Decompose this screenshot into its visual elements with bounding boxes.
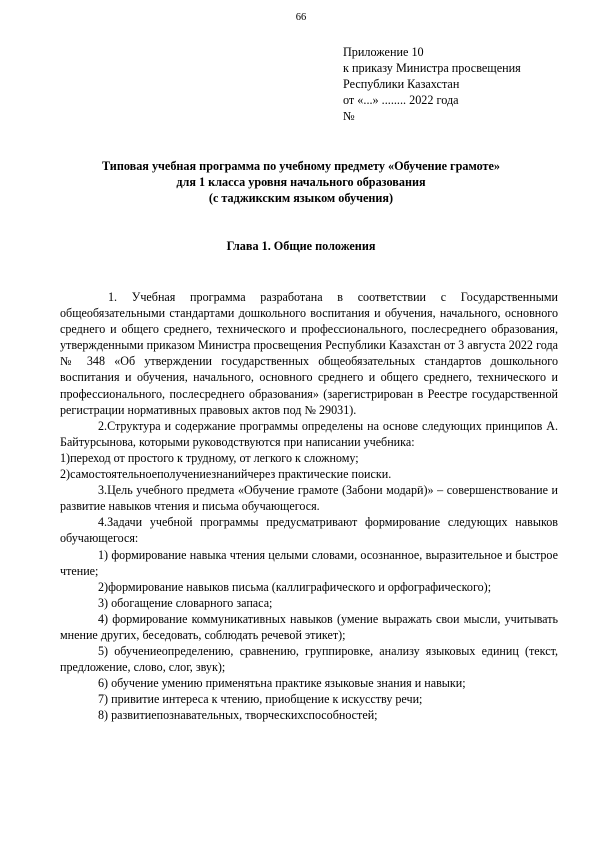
list-item: 5) обучениеопределению, сравнению, группировке, анализу языковых единиц (текст, предложение, слово, слог, звук); xyxy=(60,644,558,675)
list-item: 2)самостоятельноеполучениезнанийчерез практические поиски. xyxy=(60,467,392,482)
list-item: 1) формирование навыка чтения целыми словами, осознанное, выразительное и быстрое чтение; xyxy=(60,547,558,578)
appendix-header xyxy=(343,44,521,124)
document-title xyxy=(60,158,542,206)
title-line: для 1 класса уровня начального образования xyxy=(176,175,426,189)
appendix-line: к приказу Министра просвещения xyxy=(343,61,521,75)
list-item: 1)переход от простого к трудному, от легкого к сложному; xyxy=(60,450,359,465)
appendix-line: от «...» ........ 2022 года xyxy=(343,93,459,107)
title-line: Типовая учебная программа по учебному предмету «Обучение грамоте» xyxy=(101,159,501,173)
paragraph: 2.Структура и содержание программы определены на основе следующих принципов А. Байтурсынова, которыми руководствуются при написании учебника: xyxy=(60,418,558,449)
appendix-line: Республики Казахстан xyxy=(343,77,460,91)
title-line: (с таджикским языком обучения) xyxy=(208,191,394,205)
appendix-line: Приложение 10 xyxy=(343,45,424,59)
list-item: 6) обучение умению применятьна практике языковые знания и навыки; xyxy=(98,676,466,691)
list-item: 8) развитиепознавательных, творческихспособностей; xyxy=(98,708,378,723)
paragraph: 3.Цель учебного предмета «Обучение грамоте (Забони модарӣ)» – совершенствование и развитие навыков чтения и письма обучающегося. xyxy=(60,483,558,514)
list-item: 4) формирование коммуникативных навыков (умение выражать свои мысли, учитывать мнение других, беседовать, соблюдать речевой этикет); xyxy=(60,611,558,642)
appendix-line: № xyxy=(343,109,355,123)
page-number: 66 xyxy=(295,12,307,23)
paragraph: 1. Учебная программа разработана в соответствии с Государственными общеобязательными стандартами дошкольного воспитания и обучения, начального, основного среднего и общего среднего, технического и профессионального, послесреднего образования, утвержденными приказом Министра просвещения Республики Казахстан от 3 августа 2022 года № 348 «Об утверждении государственных общеобязательных стандартов дошкольного воспитания и обучения, начального, основного среднего и общего среднего, технического и профессионального, послесреднего образования» (зарегистрирован в Реестре государственной регистрации нормативных правовых актов под № 29031). xyxy=(60,290,558,417)
list-item: 2)формирование навыков письма (каллиграфического и орфографического); xyxy=(98,579,492,594)
document-body xyxy=(60,289,558,724)
paragraph: 4.Задачи учебной программы предусматривают формирование следующих навыков обучающегося: xyxy=(60,515,558,546)
list-item: 7) привитие интереса к чтению, приобщение к искусству речи; xyxy=(98,692,423,707)
list-item: 3) обогащение словарного запаса; xyxy=(98,595,273,610)
chapter-heading: Глава 1. Общие положения xyxy=(226,239,376,253)
